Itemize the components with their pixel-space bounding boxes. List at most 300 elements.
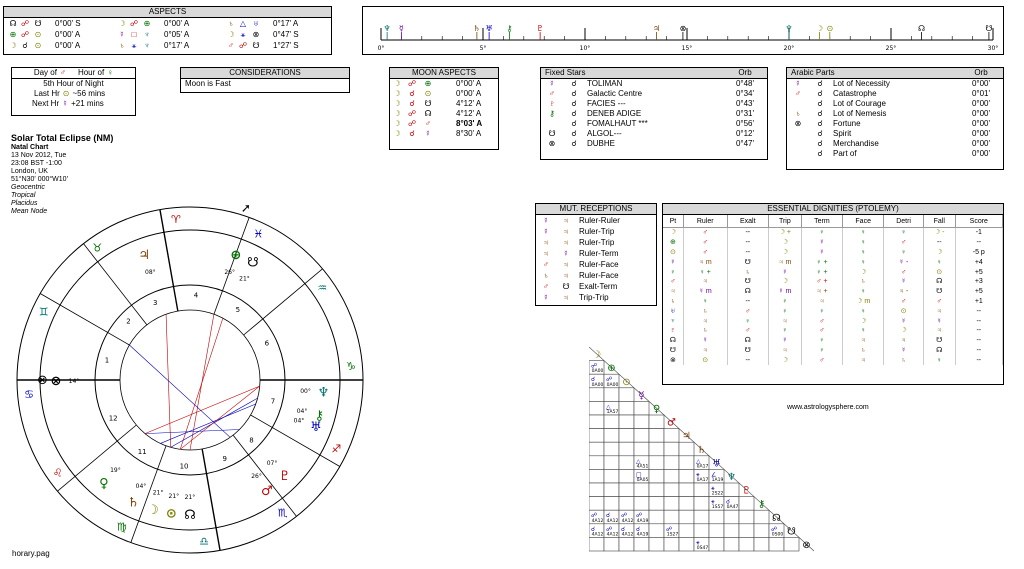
grid-planet-icon: ☊ xyxy=(772,512,781,524)
house-number: 12 xyxy=(108,414,118,423)
grid-aspect-orb: 0S00 xyxy=(771,532,784,538)
dignities-cell: +1 xyxy=(955,297,1002,307)
scale-planet-marker: ☊ xyxy=(918,24,926,33)
dignities-cell: ☋ xyxy=(923,287,955,297)
dignities-column-header: Detri xyxy=(884,215,924,228)
wheel-planet-icon: ⊗ xyxy=(50,374,62,389)
dignities-cell: ♃ xyxy=(768,346,801,356)
aspect-icon: ☍ xyxy=(238,40,248,50)
dignities-cell: ♃ xyxy=(683,316,727,326)
planet-icon: ☋ xyxy=(562,281,570,291)
moon-aspect-row xyxy=(390,119,498,129)
scale-planet-marker: ⚷ xyxy=(506,24,513,33)
arabic-part-row xyxy=(787,79,1003,89)
dignities-cell: +3 xyxy=(955,277,1002,287)
dignities-row xyxy=(663,306,1003,316)
dignities-cell: ♄ xyxy=(683,306,727,316)
dignities-cell: ♃ xyxy=(884,336,924,346)
scale-planet-marker: ☽ xyxy=(816,24,824,33)
zodiac-geocentric: Geocentric xyxy=(11,184,45,191)
dignities-cell: +5 xyxy=(955,287,1002,297)
dignities-row xyxy=(663,267,1003,277)
star-orb: 0°48' xyxy=(735,79,755,88)
dignities-cell: ♃ m xyxy=(768,257,801,267)
mutual-receptions-panel xyxy=(535,203,657,306)
next-hour-label: Next Hr xyxy=(32,99,60,108)
grid-aspect-icon: ☌ xyxy=(621,525,626,533)
dignities-cell: ♀ + xyxy=(801,257,842,267)
scale-planet-marker: ⊙ xyxy=(826,24,834,33)
wheel-planet-icon: ☊ xyxy=(184,508,196,523)
dignities-cell: ☿ xyxy=(884,277,924,287)
zodiac-sign-icon: ♐ xyxy=(331,442,342,456)
hour-of-label: Hour of xyxy=(77,68,105,77)
mutual-reception-row xyxy=(536,270,656,281)
dignities-cell: ☊ xyxy=(727,336,768,346)
dignities-cell: ♀ xyxy=(801,336,842,346)
dignities-cell: ☋ xyxy=(727,277,768,287)
planet-icon: ⊙ xyxy=(34,40,42,50)
zodiac-sign-icon: ♏ xyxy=(277,506,288,520)
zodiac-sign-icon: ♓ xyxy=(253,227,264,241)
zodiac-sign-icon: ♋ xyxy=(24,388,35,402)
arabic-part-row xyxy=(787,99,1003,109)
planet-icon: ☋ xyxy=(34,18,42,28)
grid-aspect-icon: ∠ xyxy=(711,471,717,479)
scale-planet-marker: ♅ xyxy=(485,24,493,33)
considerations-title: CONSIDERATIONS xyxy=(181,68,349,79)
grid-aspect-orb: 0A05 xyxy=(636,478,649,483)
grid-aspect-icon: △ xyxy=(606,403,611,411)
grid-aspect-icon: ☌ xyxy=(591,376,596,384)
dignities-cell: ♃ xyxy=(768,316,801,326)
aspects-row xyxy=(4,29,331,40)
wheel-planet-icon: ♆ xyxy=(317,385,330,401)
conjunction-icon: ☌ xyxy=(817,139,823,148)
chart-time: 23:08 BST -1:00 xyxy=(11,160,62,167)
sun-icon: ⊙ xyxy=(62,89,70,98)
grid-planet-icon: ⊗ xyxy=(802,540,811,551)
dignities-cell: ♀ xyxy=(801,346,842,356)
wheel-planet-icon: ☋ xyxy=(247,255,259,271)
moon-aspect-row xyxy=(390,79,498,89)
grid-aspect-icon: △ xyxy=(636,457,641,465)
wheel-planet-icon: ♃ xyxy=(138,248,150,264)
fixed-star-row xyxy=(541,129,767,139)
dignities-cell: ⊙ xyxy=(923,267,955,277)
dignities-cell: ☽ xyxy=(768,355,801,365)
chart-title: Solar Total Eclipse (NM) xyxy=(11,133,114,143)
part-orb: 0°00' xyxy=(971,109,991,118)
dignities-cell: ☿ xyxy=(884,346,924,356)
dignities-cell: -- xyxy=(955,346,1002,356)
aspect-icon: ☍ xyxy=(20,18,30,28)
scale-tick-label: 5° xyxy=(479,45,487,52)
dignities-cell: ♅ xyxy=(663,306,683,316)
dignities-cell: ⊗ xyxy=(663,355,683,365)
wheel-planet-icon: ⊙ xyxy=(165,506,177,522)
grid-aspect-icon: ☌ xyxy=(636,525,641,533)
grid-planet-icon: ♀ xyxy=(652,404,661,415)
dignities-cell: ☿ xyxy=(683,336,727,346)
fixed-star-row xyxy=(541,89,767,99)
arabic-part-row xyxy=(787,109,1003,119)
aspect-orb: 0°17' A xyxy=(164,40,190,50)
grid-aspect-icon: ☍ xyxy=(621,512,628,520)
dignities-cell: ☿ xyxy=(768,267,801,277)
dignities-cell: ♂ xyxy=(884,238,924,248)
scale-planet-marker: ♇ xyxy=(536,24,544,33)
house-system: Placidus xyxy=(11,200,38,207)
fixed-stars-list xyxy=(541,79,767,149)
moon-aspect-value: 8°30' A xyxy=(456,129,482,138)
grid-planet-icon: ⚷ xyxy=(757,499,766,511)
grid-planet-icon: ☿ xyxy=(638,390,645,402)
dignities-cell: -- xyxy=(955,306,1002,316)
grid-aspect-icon: ⚹ xyxy=(711,498,715,506)
zodiac-sign-icon: ♌ xyxy=(52,466,63,480)
wheel-planet-degree: 21° xyxy=(184,494,196,501)
moon-aspect-row xyxy=(390,89,498,99)
last-hour-value: ~56 mins xyxy=(72,89,106,98)
arabic-part-row xyxy=(787,89,1003,99)
dignities-row xyxy=(663,277,1003,287)
scale-planet-marker: ♆ xyxy=(383,24,391,33)
planet-icon: ☋ xyxy=(548,129,556,138)
conjunction-icon: ☌ xyxy=(571,129,577,138)
dignities-cell: ☽ xyxy=(843,316,884,326)
grid-aspect-icon: ⚹ xyxy=(711,485,715,492)
zodiac-sign-icon: ♑ xyxy=(345,359,356,373)
planet-icon: ♆ xyxy=(144,29,150,39)
grid-planet-icon: ⊙ xyxy=(622,376,631,388)
grid-aspect-orb: 0A00 xyxy=(606,382,619,388)
dignities-row xyxy=(663,297,1003,307)
grid-aspect-icon: ☍ xyxy=(591,512,598,520)
wheel-planet-degree: 19° xyxy=(110,466,121,474)
mars-icon: ♂ xyxy=(59,68,66,77)
dignities-cell: ♂ xyxy=(663,277,683,287)
dignities-cell: ♂ xyxy=(884,267,924,277)
dignities-table xyxy=(663,215,1003,365)
dignities-cell: -1 xyxy=(955,228,1002,238)
fixed-star-row xyxy=(541,139,767,149)
arabic-parts-title: Arabic Parts xyxy=(791,68,835,77)
moon-icon: ☽ xyxy=(393,119,401,128)
grid-planet-icon: ♆ xyxy=(727,472,736,483)
star-name: DUBHE xyxy=(587,139,616,148)
wheel-planet-degree: 08° xyxy=(145,268,156,276)
wheel-planet-degree: 21° xyxy=(168,492,180,500)
moon-aspect-row xyxy=(390,99,498,109)
grid-planet-icon: ☋ xyxy=(787,526,796,538)
moon-aspect-row xyxy=(390,109,498,119)
star-orb: 0°47' xyxy=(735,139,755,148)
arabic-part-row xyxy=(787,139,1003,149)
planet-icon: ⊗ xyxy=(794,119,802,128)
planet-icon: ♂ xyxy=(543,281,549,291)
dignities-cell: ☽ xyxy=(768,238,801,248)
dignities-cell: ☿ xyxy=(801,248,842,258)
grid-aspect-icon: ☍ xyxy=(636,512,643,520)
scale-tick-label: 10° xyxy=(579,45,591,52)
planet-icon: ☋ xyxy=(424,99,432,108)
chart-subtitle: Natal Chart xyxy=(11,144,49,151)
dignities-cell: ♀ xyxy=(843,257,884,267)
part-orb: 0°00' xyxy=(971,119,991,128)
grid-aspect-orb: 4A12 xyxy=(606,518,619,524)
scale-tick-label: 25° xyxy=(885,45,897,52)
mutual-reception-row xyxy=(536,226,656,237)
wheel-planet-degree: 07° xyxy=(266,460,278,468)
planetary-hours-panel xyxy=(11,67,136,116)
moon-aspect-value: 0°00' A xyxy=(456,89,482,98)
dignities-cell: ☽ xyxy=(768,277,801,287)
planet-icon: ⊗ xyxy=(548,139,556,148)
dignities-column-header: Term xyxy=(801,215,842,228)
arabic-part-row xyxy=(787,149,1003,159)
grid-aspect-orb: 4A12 xyxy=(621,532,634,538)
degree-scale xyxy=(363,7,1003,54)
chart-place: London, UK xyxy=(11,168,48,175)
planet-icon: ♄ xyxy=(228,18,234,28)
dignities-cell: ☿ m xyxy=(683,287,727,297)
scale-planet-marker: ♆ xyxy=(785,24,793,33)
conjunction-icon: ☌ xyxy=(817,89,823,98)
dignities-column-header: Ruler xyxy=(683,215,727,228)
dignities-cell: ♄ xyxy=(683,326,727,336)
dignities-cell: ☽ xyxy=(768,248,801,258)
reception-type: Ruler-Ruler xyxy=(579,215,620,225)
house-number: 10 xyxy=(179,462,189,471)
aspect-orb: 0°17' A xyxy=(273,18,299,28)
dignities-column-header: Score xyxy=(955,215,1002,228)
dignities-cell: ♀ xyxy=(663,267,683,277)
aspects-row xyxy=(4,40,331,51)
grid-planet-icon: ♄ xyxy=(697,444,706,456)
house-number: 6 xyxy=(264,339,270,348)
dignities-cell: ☽ + xyxy=(768,228,801,238)
dignities-cell: ♆ xyxy=(663,316,683,326)
planet-icon: ♂ xyxy=(425,119,431,128)
star-orb: 0°34' xyxy=(735,89,755,98)
star-name: FACIES --- xyxy=(587,99,626,108)
dignities-cell: -- xyxy=(955,336,1002,346)
dignities-cell: ♀ xyxy=(843,238,884,248)
dignities-cell: ♃ xyxy=(683,277,727,287)
dignities-cell: ☿ - xyxy=(884,257,924,267)
dignities-cell: ☿ xyxy=(884,316,924,326)
dignities-cell: -- xyxy=(955,355,1002,365)
dignities-cell: ♀ xyxy=(683,297,727,307)
chart-coords: 51°N30' 000°W10' xyxy=(11,176,68,183)
planet-icon: ♆ xyxy=(144,40,150,50)
grid-aspect-orb: 4A19 xyxy=(636,532,649,538)
mutual-reception-row xyxy=(536,259,656,270)
moon-icon: ☽ xyxy=(393,109,401,118)
dignities-row xyxy=(663,336,1003,346)
dignities-cell: ♄ xyxy=(663,297,683,307)
dignities-cell: ☿ xyxy=(923,316,955,326)
grid-aspect-icon: ⚹ xyxy=(696,539,700,547)
part-name: Part of xyxy=(833,149,857,158)
wheel-planet-degree: 00° xyxy=(300,388,311,396)
node-type: Mean Node xyxy=(11,208,48,215)
degree-scale-panel xyxy=(362,6,1004,55)
footer-filename: horary.pag xyxy=(12,549,50,558)
moon-icon: ☽ xyxy=(393,129,401,138)
dignities-cell: ☋ xyxy=(727,257,768,267)
planet-icon: ⊕ xyxy=(143,18,151,28)
dignities-row xyxy=(663,287,1003,297)
dignities-cell: ♀ xyxy=(843,287,884,297)
dignities-cell: -5 p xyxy=(955,248,1002,258)
scale-planet-marker: ☿ xyxy=(398,24,404,33)
part-orb: 0°00' xyxy=(971,129,991,138)
wheel-planet-icon: ☽ xyxy=(147,502,159,518)
dignities-cell: ♂ xyxy=(884,297,924,307)
planet-icon: ♄ xyxy=(119,40,125,50)
midheaven-arrow-icon: ➚ xyxy=(240,200,251,215)
dignities-row xyxy=(663,316,1003,326)
scale-tick-label: 15° xyxy=(681,45,693,52)
wheel-planet-icon: ♅ xyxy=(310,419,322,435)
grid-aspect-icon: △ xyxy=(696,457,701,465)
grid-aspect-icon: ☌ xyxy=(726,498,731,506)
moon-icon: ☽ xyxy=(393,99,401,108)
planet-icon: ☿ xyxy=(543,226,549,236)
dignities-cell: ♂ xyxy=(683,238,727,248)
dignities-cell: ♃ m xyxy=(683,257,727,267)
dignities-cell: ☿ xyxy=(663,257,683,267)
dignities-cell: ♃ xyxy=(923,326,955,336)
dignities-cell: ♀ xyxy=(843,326,884,336)
dignities-column-header: Trip xyxy=(768,215,801,228)
planet-icon: ♃ xyxy=(563,226,569,236)
dignities-cell: ♂ xyxy=(801,326,842,336)
wheel-planet-degree: 21° xyxy=(239,275,250,283)
venus-icon: ♀ xyxy=(107,68,114,77)
dignities-column-header: Pt xyxy=(663,215,683,228)
aspect-icon: ☍ xyxy=(20,29,30,39)
house-number: 8 xyxy=(249,436,254,445)
house-number: 11 xyxy=(137,447,147,456)
dignities-cell: ♃ xyxy=(843,355,884,365)
dignities-cell: ♀ xyxy=(801,306,842,316)
dignities-cell: ♀ xyxy=(768,306,801,316)
arabic-parts-list xyxy=(787,79,1003,159)
grid-aspect-orb: 1S27 xyxy=(666,532,679,538)
planet-icon: ♄ xyxy=(795,109,801,118)
dignities-cell: -- xyxy=(727,228,768,238)
planet-icon: ♂ xyxy=(795,89,801,98)
planet-icon: ☿ xyxy=(543,292,549,302)
dignities-cell: ♀ + xyxy=(801,267,842,277)
part-name: Fortune xyxy=(833,119,861,128)
grid-aspect-orb: 0A00 xyxy=(591,369,604,375)
star-name: TOLIMAN xyxy=(587,79,623,88)
dignities-cell: ♃ xyxy=(923,306,955,316)
aspect-icon: ☍ xyxy=(407,79,417,88)
next-hour-value: +21 mins xyxy=(71,99,104,108)
dignities-cell: ☊ xyxy=(727,287,768,297)
planet-icon: ♃ xyxy=(563,259,569,269)
fixed-stars-orb-header: Orb xyxy=(738,68,752,77)
grid-aspect-icon: ☌ xyxy=(606,512,611,520)
planet-icon: ☊ xyxy=(424,109,432,118)
planet-icon: ♃ xyxy=(563,237,569,247)
wheel-planet-degree: 04° xyxy=(293,417,305,425)
grid-aspect-orb: 4A12 xyxy=(591,532,604,538)
star-orb: 0°31' xyxy=(735,109,755,118)
dignities-cell: ☋ xyxy=(727,346,768,356)
reception-type: Ruler-Trip xyxy=(579,226,615,236)
conjunction-icon: ☌ xyxy=(817,99,823,108)
house-number: 3 xyxy=(152,298,158,307)
scale-tick-label: 0° xyxy=(377,45,385,52)
dignities-cell: ♀ xyxy=(884,248,924,258)
conjunction-icon: ☌ xyxy=(817,79,823,88)
moon-aspect-value: 0°00' A xyxy=(456,79,482,88)
zodiac-sign-icon: ♉ xyxy=(92,241,103,255)
aspect-icon: ⚹ xyxy=(131,40,137,50)
dignities-cell: ☽ xyxy=(843,267,884,277)
star-orb: 0°56' xyxy=(735,119,755,128)
wheel-planet-icon: ♂ xyxy=(261,483,273,499)
wheel-planet-degree: 21° xyxy=(152,489,164,497)
aspect-orb: 0°05' A xyxy=(164,29,190,39)
planet-icon: ⚷ xyxy=(549,109,555,118)
aspect-orb: 0°00' A xyxy=(164,18,190,28)
reception-type: Exalt-Term xyxy=(579,281,618,291)
dignities-cell: ♄ xyxy=(884,355,924,365)
moon-aspects-title: MOON ASPECTS xyxy=(390,68,498,79)
dignities-cell: ♃ xyxy=(843,336,884,346)
dignities-cell: ☽ xyxy=(923,248,955,258)
conjunction-icon: ☌ xyxy=(817,149,823,158)
arabic-parts-panel xyxy=(786,67,1004,170)
moon-icon: ☽ xyxy=(393,79,401,88)
dignities-cell: ♂ xyxy=(801,355,842,365)
grid-aspect-orb: 0A17 xyxy=(696,478,709,483)
dignities-cell: ♂ xyxy=(727,306,768,316)
moon-aspect-value: 8°03' A xyxy=(456,119,483,128)
dignities-cell: ♂ xyxy=(923,297,955,307)
planet-icon: ♃ xyxy=(563,270,569,280)
house-number: 1 xyxy=(104,356,110,365)
zodiac-sign-icon: ♒ xyxy=(317,281,328,295)
reception-type: Ruler-Face xyxy=(579,259,619,269)
part-of-fortune-icon: ⊗ xyxy=(37,373,48,388)
scale-planet-marker: ♃ xyxy=(652,24,660,33)
dignities-row xyxy=(663,257,1003,267)
star-orb: 0°43' xyxy=(735,99,755,108)
part-name: Merchandise xyxy=(833,139,879,148)
fixed-stars-title: Fixed Stars xyxy=(545,68,586,77)
house-number: 5 xyxy=(235,306,241,315)
dignities-cell: -- xyxy=(727,248,768,258)
dignities-cell: ☋ xyxy=(663,346,683,356)
last-hour-label: Last Hr xyxy=(34,89,60,98)
planet-icon: ⊕ xyxy=(9,29,17,39)
house-number: 2 xyxy=(126,317,131,326)
wheel-planet-icon: ⊕ xyxy=(230,248,242,264)
conjunction-icon: ☌ xyxy=(571,99,577,108)
moon-aspects-panel xyxy=(389,67,499,150)
fixed-stars-panel xyxy=(540,67,768,160)
aspect-icon: △ xyxy=(239,18,247,28)
dignities-cell: ♃ xyxy=(683,346,727,356)
